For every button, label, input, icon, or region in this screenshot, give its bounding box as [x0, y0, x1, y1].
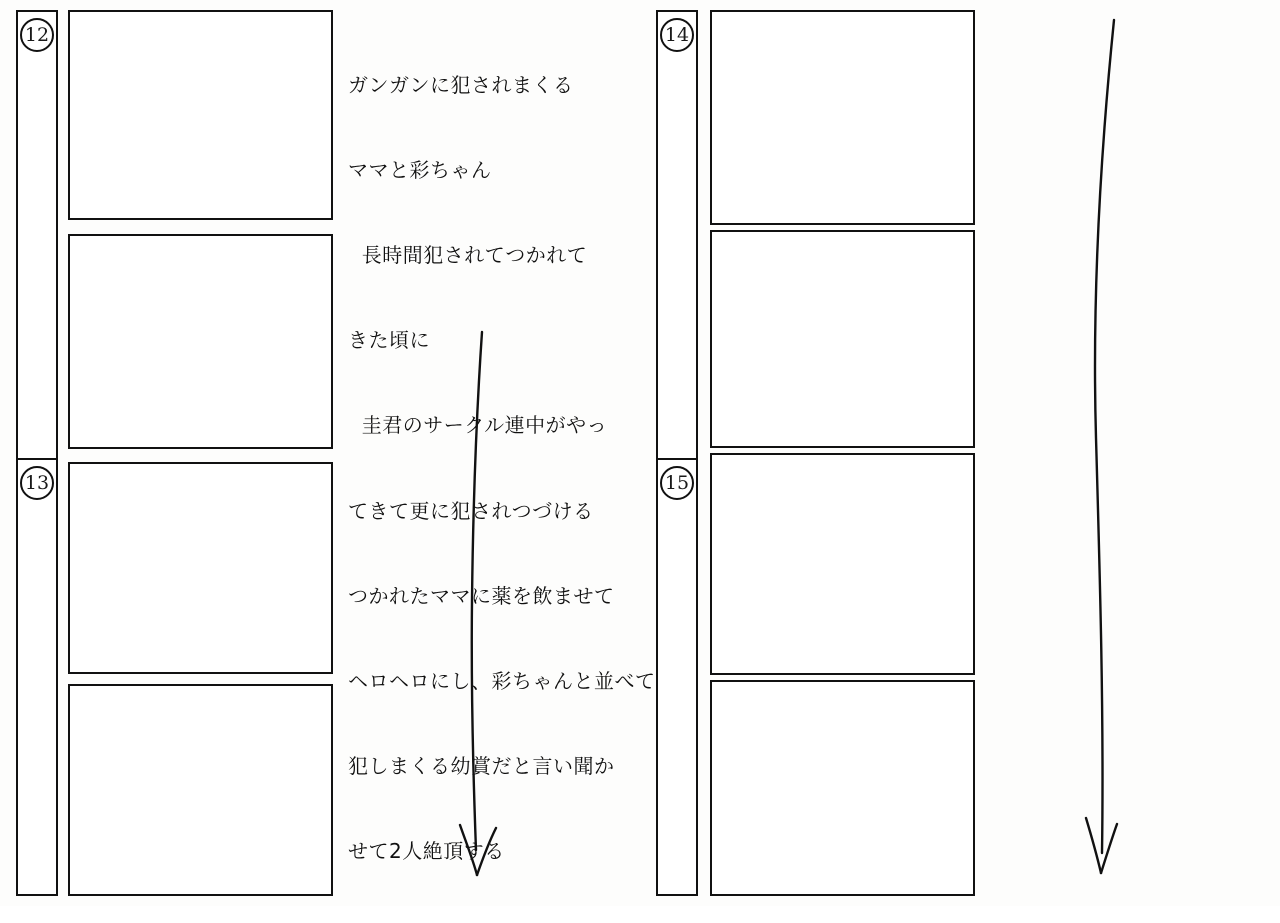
- note-line: つかれたママに薬を飲ませて: [348, 583, 615, 608]
- note-line: 犯しまくる幼賞だと言い聞か: [348, 754, 615, 779]
- panel-frame: [68, 234, 333, 449]
- panel-frame: [68, 462, 333, 674]
- right-page-number-rail: [656, 10, 698, 896]
- panel-frame: [710, 453, 975, 675]
- note-line: てきて更に犯されつづける: [348, 498, 594, 523]
- page-number-badge: 12: [20, 18, 54, 52]
- page-number-cell-13: [18, 460, 56, 896]
- page-number-badge: 14: [660, 18, 694, 52]
- right-flow-arrow: [1070, 18, 1150, 890]
- left-flow-arrow: [440, 330, 520, 890]
- note-line: きた頃に: [348, 328, 430, 353]
- panel-frame: [710, 10, 975, 225]
- note-line: せて2人絶頂する: [348, 839, 505, 864]
- page-number-cell-12: [18, 12, 56, 460]
- note-line: ママと彩ちゃん: [348, 157, 492, 182]
- left-page-number-rail: [16, 10, 58, 896]
- panel-frame: [68, 10, 333, 220]
- panel-frame: [710, 230, 975, 448]
- page-number-badge: 13: [20, 466, 54, 500]
- note-line: ヘロヘロにし、彩ちゃんと並べて: [348, 668, 656, 693]
- page-number-badge: 15: [660, 466, 694, 500]
- note-line: 圭君のサークル連中がやっ: [348, 413, 608, 438]
- panel-frame: [68, 684, 333, 896]
- panel-frame: [710, 680, 975, 896]
- note-line: ガンガンに犯されまくる: [348, 72, 574, 97]
- page-number-cell-14: [658, 12, 696, 460]
- page-number-cell-15: [658, 460, 696, 896]
- note-line: 長時間犯されてつかれて: [348, 243, 588, 268]
